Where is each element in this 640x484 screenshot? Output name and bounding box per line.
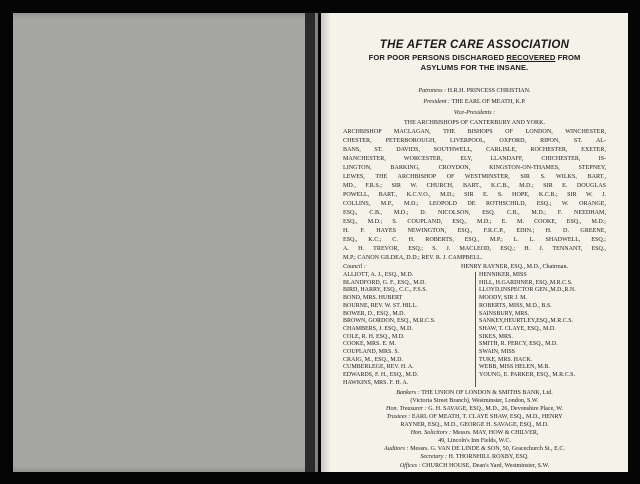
council-member: BOURNE, REV. W. ST. HILL. xyxy=(343,302,418,309)
council-member: MOODY, SIR J. M. xyxy=(479,295,527,302)
bankers-line xyxy=(343,389,606,397)
auditors-value: Messrs. G. VAN DE LINDE & SON, 50, Gracechurch St., E.C. xyxy=(410,446,565,452)
vp-line: MANCHESTER, WORCESTER, ELY, LLANDAFF, CHICHESTER, IS- xyxy=(343,156,606,162)
offices-line xyxy=(343,462,606,470)
patroness-line xyxy=(343,87,606,95)
trustees-value: EARL OF MEATH, T. CLAYE SHAW, ESQ., M.D., HENRY xyxy=(411,414,563,420)
subtitle-part-2: FROM xyxy=(557,53,581,62)
subtitle-part-1: FOR POOR PERSONS DISCHARGED xyxy=(368,53,505,62)
council-member: YOUNG, E. PARKER, ESQ., M.R.C.S. xyxy=(479,372,575,379)
council-right-column xyxy=(479,272,609,380)
solicitors-label: Hon. Solicitors : xyxy=(410,430,452,436)
council-member: COOKE, MRS. E. M. xyxy=(343,341,396,348)
offices-line-label: Offices : xyxy=(399,463,423,469)
council-member: ROBERTS, MISS, M.D., B.S. xyxy=(479,302,552,309)
association-title: THE AFTER CARE ASSOCIATION xyxy=(379,39,570,51)
vp-line: H. F. HAYES NEWINGTON, ESQ., F.R.C.P., EDIN.; H. D. GREENE, xyxy=(343,228,606,234)
council-member: EDWARDS, F. H., ESQ., M.D. xyxy=(343,372,419,379)
vp-line: POWELL, BART., K.C.V.O., M.D.; SIR E. S. HOPE, K.C.B.; SIR W. J. xyxy=(343,192,606,198)
secretary-line-value: H. THORNHILL ROXBY, ESQ. xyxy=(448,454,529,460)
vp-line: ESQ., K.C.; C. H. ROBERTS, ESQ., M.P.; L. L. SHADWELL, ESQ.; xyxy=(343,237,606,243)
gutter-shadow xyxy=(321,13,331,472)
council-column-divider xyxy=(475,272,476,387)
council-chairman: HENRY RAYNER, ESQ., M.D., Chairman. xyxy=(461,264,569,270)
council-member: SANKEY,HEURTLEY,ESQ.,M.R.C.S. xyxy=(479,318,574,325)
patroness-label: Patroness : xyxy=(418,88,447,94)
council-member: WEBB, MISS HELEN, M.B. xyxy=(479,364,550,371)
council-member: SIKES, MRS. xyxy=(479,333,513,340)
council-member: CHAMBERS, J. ESQ., M.D. xyxy=(343,325,413,332)
solicitors-address: 49, Lincoln's Inn Fields, W.C. xyxy=(438,438,511,444)
patroness-value: H.R.H. PRINCESS CHRISTIAN. xyxy=(447,88,531,94)
council-member: SHAW, T. CLAYE, ESQ., M.D. xyxy=(479,325,556,332)
vp-line: BANS, ST. DAVIDS, SOUTHWELL, CARLISLE, ROCHESTER, EXETER, xyxy=(343,147,606,153)
vp-line: ESQ., M.D.; S. COUPLAND, ESQ., M.D.; E. M. COOKE, ESQ., M.D.; xyxy=(343,219,606,225)
secretary-line-label: Secretary : xyxy=(420,454,449,460)
council-member: BROWN, GORDON, ESQ., M.R.C.S. xyxy=(343,318,436,325)
council-member: LLOYD,INSPECTOR GEN.,M.D.,R.N. xyxy=(479,287,576,294)
council-member: BOWER, D., ESQ., M.D. xyxy=(343,310,406,317)
council-member: BOND, MRS. HUBERT xyxy=(343,295,403,302)
bankers-address: (Victoria Street Branch), Westminster, London, S.W. xyxy=(410,398,539,404)
treasurer-label: Hon. Treasurer : xyxy=(386,406,427,412)
solicitors-line xyxy=(343,429,606,437)
vp-line: THE ARCHBISHOPS OF CANTERBURY AND YORK. xyxy=(403,120,546,126)
council-member: ALLIOTT, A. J., ESQ., M.D. xyxy=(343,272,414,278)
president-value: THE EARL OF MEATH, K.P. xyxy=(451,99,526,105)
council-member: HAWKINS, MRS. F. H. A. xyxy=(343,379,409,386)
secretary-line xyxy=(343,453,606,461)
vp-line: MD., F.R.S.; SIR W. CHURCH, BART., K.C.B., M.D.; SIR E. DOUGLAS xyxy=(343,183,606,189)
vp-line: LINGTON, BARKING, CROYDON, KINGSTON-ON-THAMES, STEPNEY, xyxy=(343,165,606,171)
council-member: SWAIN, MISS xyxy=(479,349,516,356)
president-label: President : xyxy=(423,99,451,105)
vp-line: CHESTER, PETERBOROUGH, LIVERPOOL, OXFORD, RIPON, ST. AL- xyxy=(343,138,606,144)
trustees-line xyxy=(343,413,606,421)
vp-line: M.P.; CANON GILDEA, D.D.; REV. R. J. CAMPBELL. xyxy=(343,255,483,261)
council-member: COLE, R. H. ESQ., M.D. xyxy=(343,333,405,340)
subtitle-part-3: ASYLUMS FOR THE INSANE. xyxy=(420,63,529,72)
council-member: CUMBERLEGE, REV. H. A. xyxy=(343,364,414,371)
pamphlet-back-cover xyxy=(13,13,318,472)
council-left-column xyxy=(343,272,473,388)
vp-line: COLLINS, M.P., M.D.; LEOPOLD DE ROTHSCHILD, ESQ.; W. ORANGE, xyxy=(343,201,606,207)
trustees-label: Trustees : xyxy=(386,414,411,420)
vp-line: A. H. TREVOR, ESQ.; S. J. MACLEOD, ESQ.; H. J. TENNANT, ESQ., xyxy=(343,246,606,252)
president-line xyxy=(343,98,606,106)
vp-line: LEWES, THE ARCHBISHOP OF WESTMINSTER, SIR S. WILKS, BART., xyxy=(343,174,606,180)
subtitle-recovered: RECOVERED xyxy=(506,53,556,62)
vp-line: ARCHBISHOP MACLAGAN, THE BISHOPS OF LONDON, WINCHESTER, xyxy=(343,129,606,135)
council-member: COUPLAND, MRS. S. xyxy=(343,349,400,356)
council-member: HILL, H.GARDINER, ESQ.,M.R.C.S. xyxy=(479,279,573,286)
association-subtitle xyxy=(343,53,606,73)
trustees-line-2: RAYNER, ESQ., M.D., GEORGE H. SAVAGE, ESQ., M.D. xyxy=(400,422,549,428)
council-label: Council : xyxy=(343,264,366,270)
auditors-label: Auditors : xyxy=(384,446,409,452)
bankers-value: THE UNION OF LONDON & SMITHS BANK, Ltd. xyxy=(421,390,553,396)
council-member: BLANDFORD, G. F., ESQ., M.D. xyxy=(343,279,426,286)
council-member: SAINSBURY, MRS. xyxy=(479,310,530,317)
council-member: HENNIKER, MISS xyxy=(479,272,527,278)
treasurer-value: G. H. SAVAGE, ESQ., M.D., 26, Devonshire Place, W. xyxy=(428,406,563,412)
bankers-label: Bankers : xyxy=(396,390,420,396)
vp-line: ESQ., C.B., M.D.; D. NICOLSON, ESQ. C.B., M.D.; F. NEEDHAM, xyxy=(343,210,606,216)
offices-line-value: CHURCH HOUSE, Dean's Yard, Westminster, S.W. xyxy=(422,463,550,469)
vice-presidents-label: Vice-Presidents : xyxy=(453,110,496,116)
pamphlet-page xyxy=(321,13,628,472)
auditors-line xyxy=(343,445,606,453)
treasurer-line xyxy=(343,405,606,413)
council-line xyxy=(343,263,606,271)
pamphlet-spine xyxy=(305,13,315,472)
council-member: BIRD, HARRY, ESQ., C.C., F.S.S. xyxy=(343,287,428,294)
solicitors-value: Messrs. MAY, HOW & CHILVER, xyxy=(452,430,539,436)
council-member: CRAIG, M., ESQ., M.D. xyxy=(343,356,404,363)
council-member: SMITH, R. PERCY, ESQ., M.D. xyxy=(479,341,558,348)
council-member: TUKE, MRS. HACK. xyxy=(479,356,533,363)
